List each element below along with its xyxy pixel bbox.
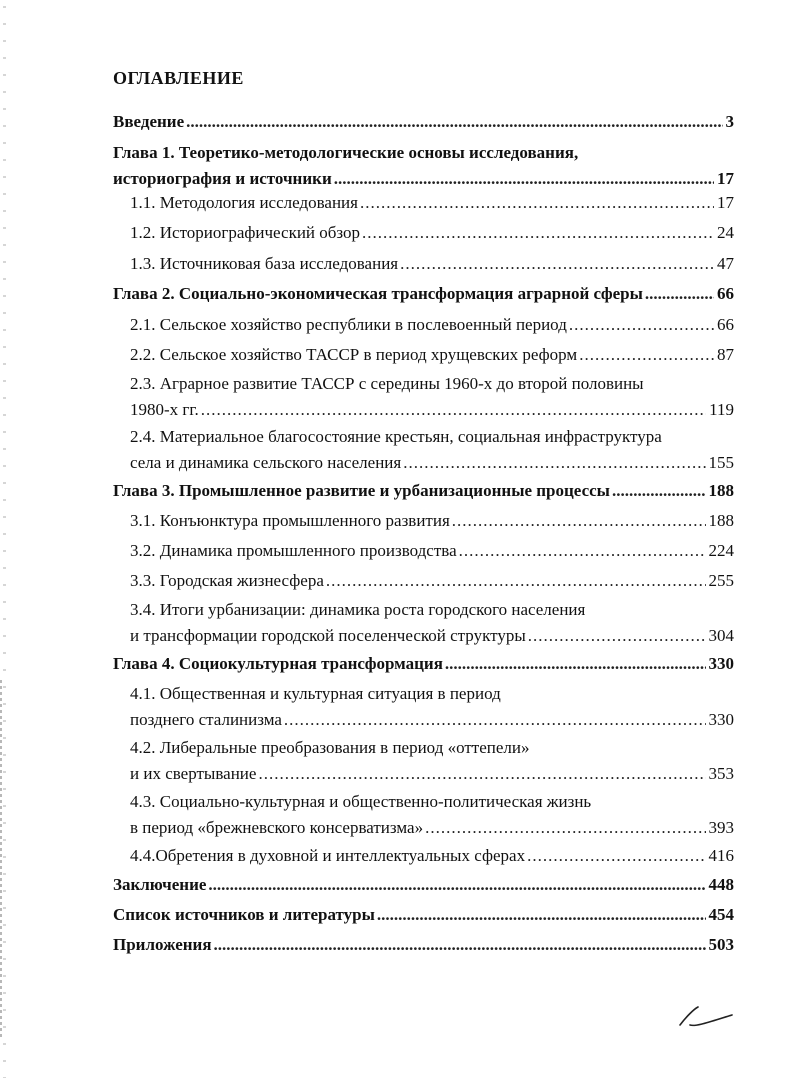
- toc-entry-4-1[interactable]: [130, 681, 734, 733]
- leader-dots: [400, 251, 714, 277]
- toc-entry-text-line1: 3.4. Итоги урбанизации: динамика роста городского населения: [130, 600, 586, 619]
- toc-page-number: 304: [708, 626, 734, 645]
- toc-entry-bibliography[interactable]: [113, 902, 734, 928]
- toc-entry-3-4[interactable]: [130, 597, 734, 649]
- leader-dots: [425, 815, 705, 841]
- toc-entry-text: и их свертывание: [130, 764, 257, 783]
- toc-entry-text: 1.1. Методология исследования: [130, 193, 358, 212]
- leader-dots: [528, 623, 706, 649]
- toc-entry-conclusion[interactable]: [113, 872, 734, 898]
- toc-entry-text: 1.2. Историографический обзор: [130, 223, 361, 242]
- toc-page-number: 416: [708, 846, 734, 865]
- leader-dots: [326, 568, 706, 594]
- toc-entry-text-line1: 4.1. Общественная и культурная ситуация в период: [130, 684, 501, 703]
- toc-entry-2-3[interactable]: [130, 371, 734, 423]
- toc-entry-appendices[interactable]: [113, 932, 734, 958]
- toc-entry-4-2[interactable]: [130, 735, 734, 787]
- toc-entry-text: 2.1. Сельское хозяйство республики в послевоенный период: [130, 315, 567, 334]
- leader-dots: [645, 281, 714, 307]
- toc-entry-text: Глава 2. Социально-экономическая трансформация аграрной сферы: [113, 284, 643, 303]
- toc-page-number: 224: [708, 541, 734, 560]
- handwritten-signature-icon: [672, 1003, 742, 1033]
- leader-dots: [579, 342, 714, 368]
- toc-page-number: 24: [717, 223, 734, 242]
- toc-entry-3-2[interactable]: [130, 538, 734, 564]
- toc-entry-text: Глава 4. Социокультурная трансформация: [113, 654, 443, 673]
- toc-entry-chapter-3[interactable]: [113, 478, 734, 504]
- toc-entry-text: Введение: [113, 112, 185, 131]
- toc-entry-1-2[interactable]: [130, 220, 734, 246]
- toc-entry-text: и трансформации городской поселенческой структуры: [130, 626, 526, 645]
- toc-page-number: 3: [725, 112, 734, 131]
- toc-entry-text: 3.2. Динамика промышленного производства: [130, 541, 457, 560]
- leader-dots: [208, 872, 705, 898]
- toc-page-number: 393: [708, 818, 734, 837]
- toc-entry-text-line1: 2.3. Аграрное развитие ТАССР с середины 1960-х до второй половины: [130, 374, 644, 393]
- toc-entry-text: Глава 3. Промышленное развитие и урбанизационные процессы: [113, 481, 610, 500]
- toc-page-number: 17: [717, 193, 734, 212]
- toc-page-number: 17: [717, 169, 734, 188]
- leader-dots: [445, 651, 706, 677]
- toc-entry-text-line1: 2.4. Материальное благосостояние крестьян, социальная инфраструктура: [130, 427, 662, 446]
- toc-entry-text: 3.1. Конъюнктура промышленного развития: [130, 511, 450, 530]
- toc-entry-text: Заключение: [113, 875, 207, 894]
- toc-entry-text: Приложения: [113, 935, 212, 954]
- leader-dots: [459, 538, 706, 564]
- toc-entry-1-1[interactable]: [130, 190, 734, 216]
- leader-dots: [334, 166, 714, 192]
- toc-entry-1-3[interactable]: [130, 251, 734, 277]
- toc-entry-text: 3.3. Городская жизнесфера: [130, 571, 324, 590]
- toc-entry-2-2[interactable]: [130, 342, 734, 368]
- toc-page-number: 47: [717, 254, 734, 273]
- toc-page-number: 330: [708, 710, 734, 729]
- leader-dots: [527, 843, 705, 869]
- leader-dots: [377, 902, 706, 928]
- leader-dots: [258, 761, 705, 787]
- leader-dots: [403, 450, 705, 476]
- toc-entry-4-3[interactable]: [130, 789, 734, 841]
- toc-entry-text-line1: 4.3. Социально-культурная и общественно-политическая жизнь: [130, 792, 592, 811]
- toc-entry-text: позднего сталинизма: [130, 710, 282, 729]
- toc-page-number: 188: [708, 511, 734, 530]
- toc-entry-text-line1: Глава 1. Теоретико-методологические основы исследования,: [113, 143, 579, 162]
- toc-entry-2-1[interactable]: [130, 312, 734, 338]
- toc-page-number: 66: [717, 315, 734, 334]
- toc-page-number: 353: [708, 764, 734, 783]
- toc-page-number: 119: [709, 400, 734, 419]
- toc-entry-introduction[interactable]: [113, 109, 734, 135]
- leader-dots: [360, 190, 714, 216]
- toc-page-number: 87: [717, 345, 734, 364]
- toc-entry-3-3[interactable]: [130, 568, 734, 594]
- toc-page-number: 188: [708, 481, 734, 500]
- toc-entry-chapter-2[interactable]: [113, 281, 734, 307]
- toc-page-number: 255: [708, 571, 734, 590]
- toc-entry-text: села и динамика сельского населения: [130, 453, 402, 472]
- toc-page-number: 448: [708, 875, 734, 894]
- toc-page-number: 66: [717, 284, 734, 303]
- toc-entry-text: историография и источники: [113, 169, 332, 188]
- toc-entry-text: 4.4.Обретения в духовной и интеллектуальных сферах: [130, 846, 526, 865]
- leader-dots: [569, 312, 714, 338]
- toc-entry-text: 1980-х гг.: [130, 400, 199, 419]
- toc-page-number: 155: [708, 453, 734, 472]
- toc-entry-text-line1: 4.2. Либеральные преобразования в период «оттепели»: [130, 738, 530, 757]
- toc-entry-2-4[interactable]: [130, 424, 734, 476]
- leader-dots: [612, 478, 706, 504]
- toc-page-number: 503: [708, 935, 734, 954]
- toc-page-number: 330: [708, 654, 734, 673]
- scan-edge-artifact-2: [0, 680, 2, 1040]
- leader-dots: [214, 932, 706, 958]
- toc-entry-text: 2.2. Сельское хозяйство ТАССР в период хрущевских реформ: [130, 345, 578, 364]
- leader-dots: [201, 397, 706, 423]
- toc-entry-text: 1.3. Источниковая база исследования: [130, 254, 399, 273]
- leader-dots: [186, 109, 722, 135]
- toc-entry-chapter-1[interactable]: [113, 140, 734, 192]
- toc-entry-4-4[interactable]: [130, 843, 734, 869]
- toc-entry-chapter-4[interactable]: [113, 651, 734, 677]
- toc-page-number: 454: [708, 905, 734, 924]
- scan-edge-artifact: [3, 0, 6, 1078]
- toc-title: ОГЛАВЛЕНИЕ: [113, 68, 244, 88]
- toc-entry-text: в период «брежневского консерватизма»: [130, 818, 424, 837]
- leader-dots: [362, 220, 714, 246]
- toc-entry-text: Список источников и литературы: [113, 905, 375, 924]
- toc-entry-3-1[interactable]: [130, 508, 734, 534]
- leader-dots: [284, 707, 706, 733]
- leader-dots: [452, 508, 706, 534]
